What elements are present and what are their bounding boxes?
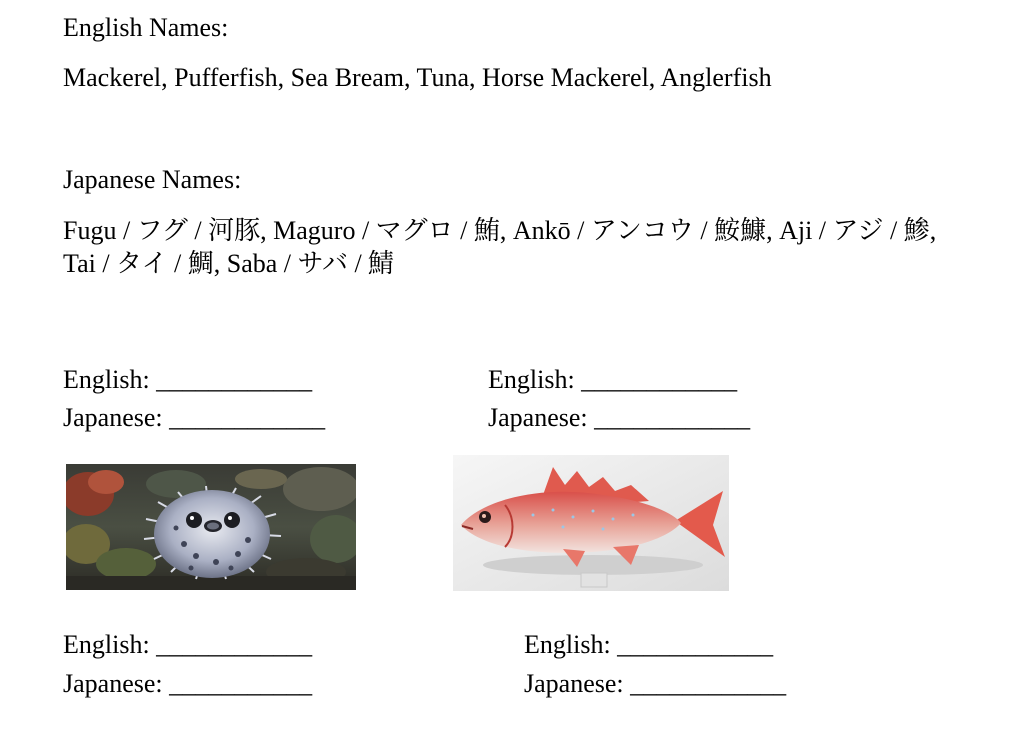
japanese-label: Japanese:	[63, 403, 163, 432]
japanese-blank[interactable]: ____________	[169, 403, 326, 432]
english-names-list: Mackerel, Pufferfish, Sea Bream, Tuna, Horse Mackerel, Anglerfish	[63, 63, 772, 92]
english-blank[interactable]: ____________	[581, 365, 738, 394]
english-blank[interactable]: ____________	[156, 630, 313, 659]
english-label: English:	[524, 630, 611, 659]
pufferfish-image	[66, 464, 356, 590]
english-names-heading: English Names:	[63, 13, 229, 42]
answer-english-2[interactable]	[488, 364, 737, 396]
english-label: English:	[63, 630, 150, 659]
answer-japanese-3[interactable]	[63, 668, 312, 700]
answer-english-3[interactable]	[63, 629, 312, 661]
english-blank[interactable]: ____________	[156, 365, 313, 394]
japanese-label: Japanese:	[63, 669, 163, 698]
japanese-blank[interactable]: ____________	[630, 669, 787, 698]
japanese-blank[interactable]: ____________	[594, 403, 751, 432]
japanese-blank[interactable]: ___________	[169, 669, 313, 698]
english-label: English:	[63, 365, 150, 394]
answer-japanese-4[interactable]	[524, 668, 786, 700]
japanese-label: Japanese:	[488, 403, 588, 432]
japanese-names-list: Fugu / フグ / 河豚, Maguro / マグロ / 鮪, Ankō / アンコウ / 鮟鱇, Aji / アジ / 鯵, Tai / タイ / 鯛, Saba / サバ / 鯖	[63, 216, 937, 278]
answer-english-4[interactable]	[524, 629, 773, 661]
answer-english-1[interactable]	[63, 364, 312, 396]
sea-bream-image	[453, 455, 729, 591]
japanese-label: Japanese:	[524, 669, 624, 698]
answer-japanese-1[interactable]	[63, 402, 325, 434]
japanese-names-heading: Japanese Names:	[63, 165, 242, 194]
english-label: English:	[488, 365, 575, 394]
answer-japanese-2[interactable]	[488, 402, 750, 434]
english-blank[interactable]: ____________	[617, 630, 774, 659]
